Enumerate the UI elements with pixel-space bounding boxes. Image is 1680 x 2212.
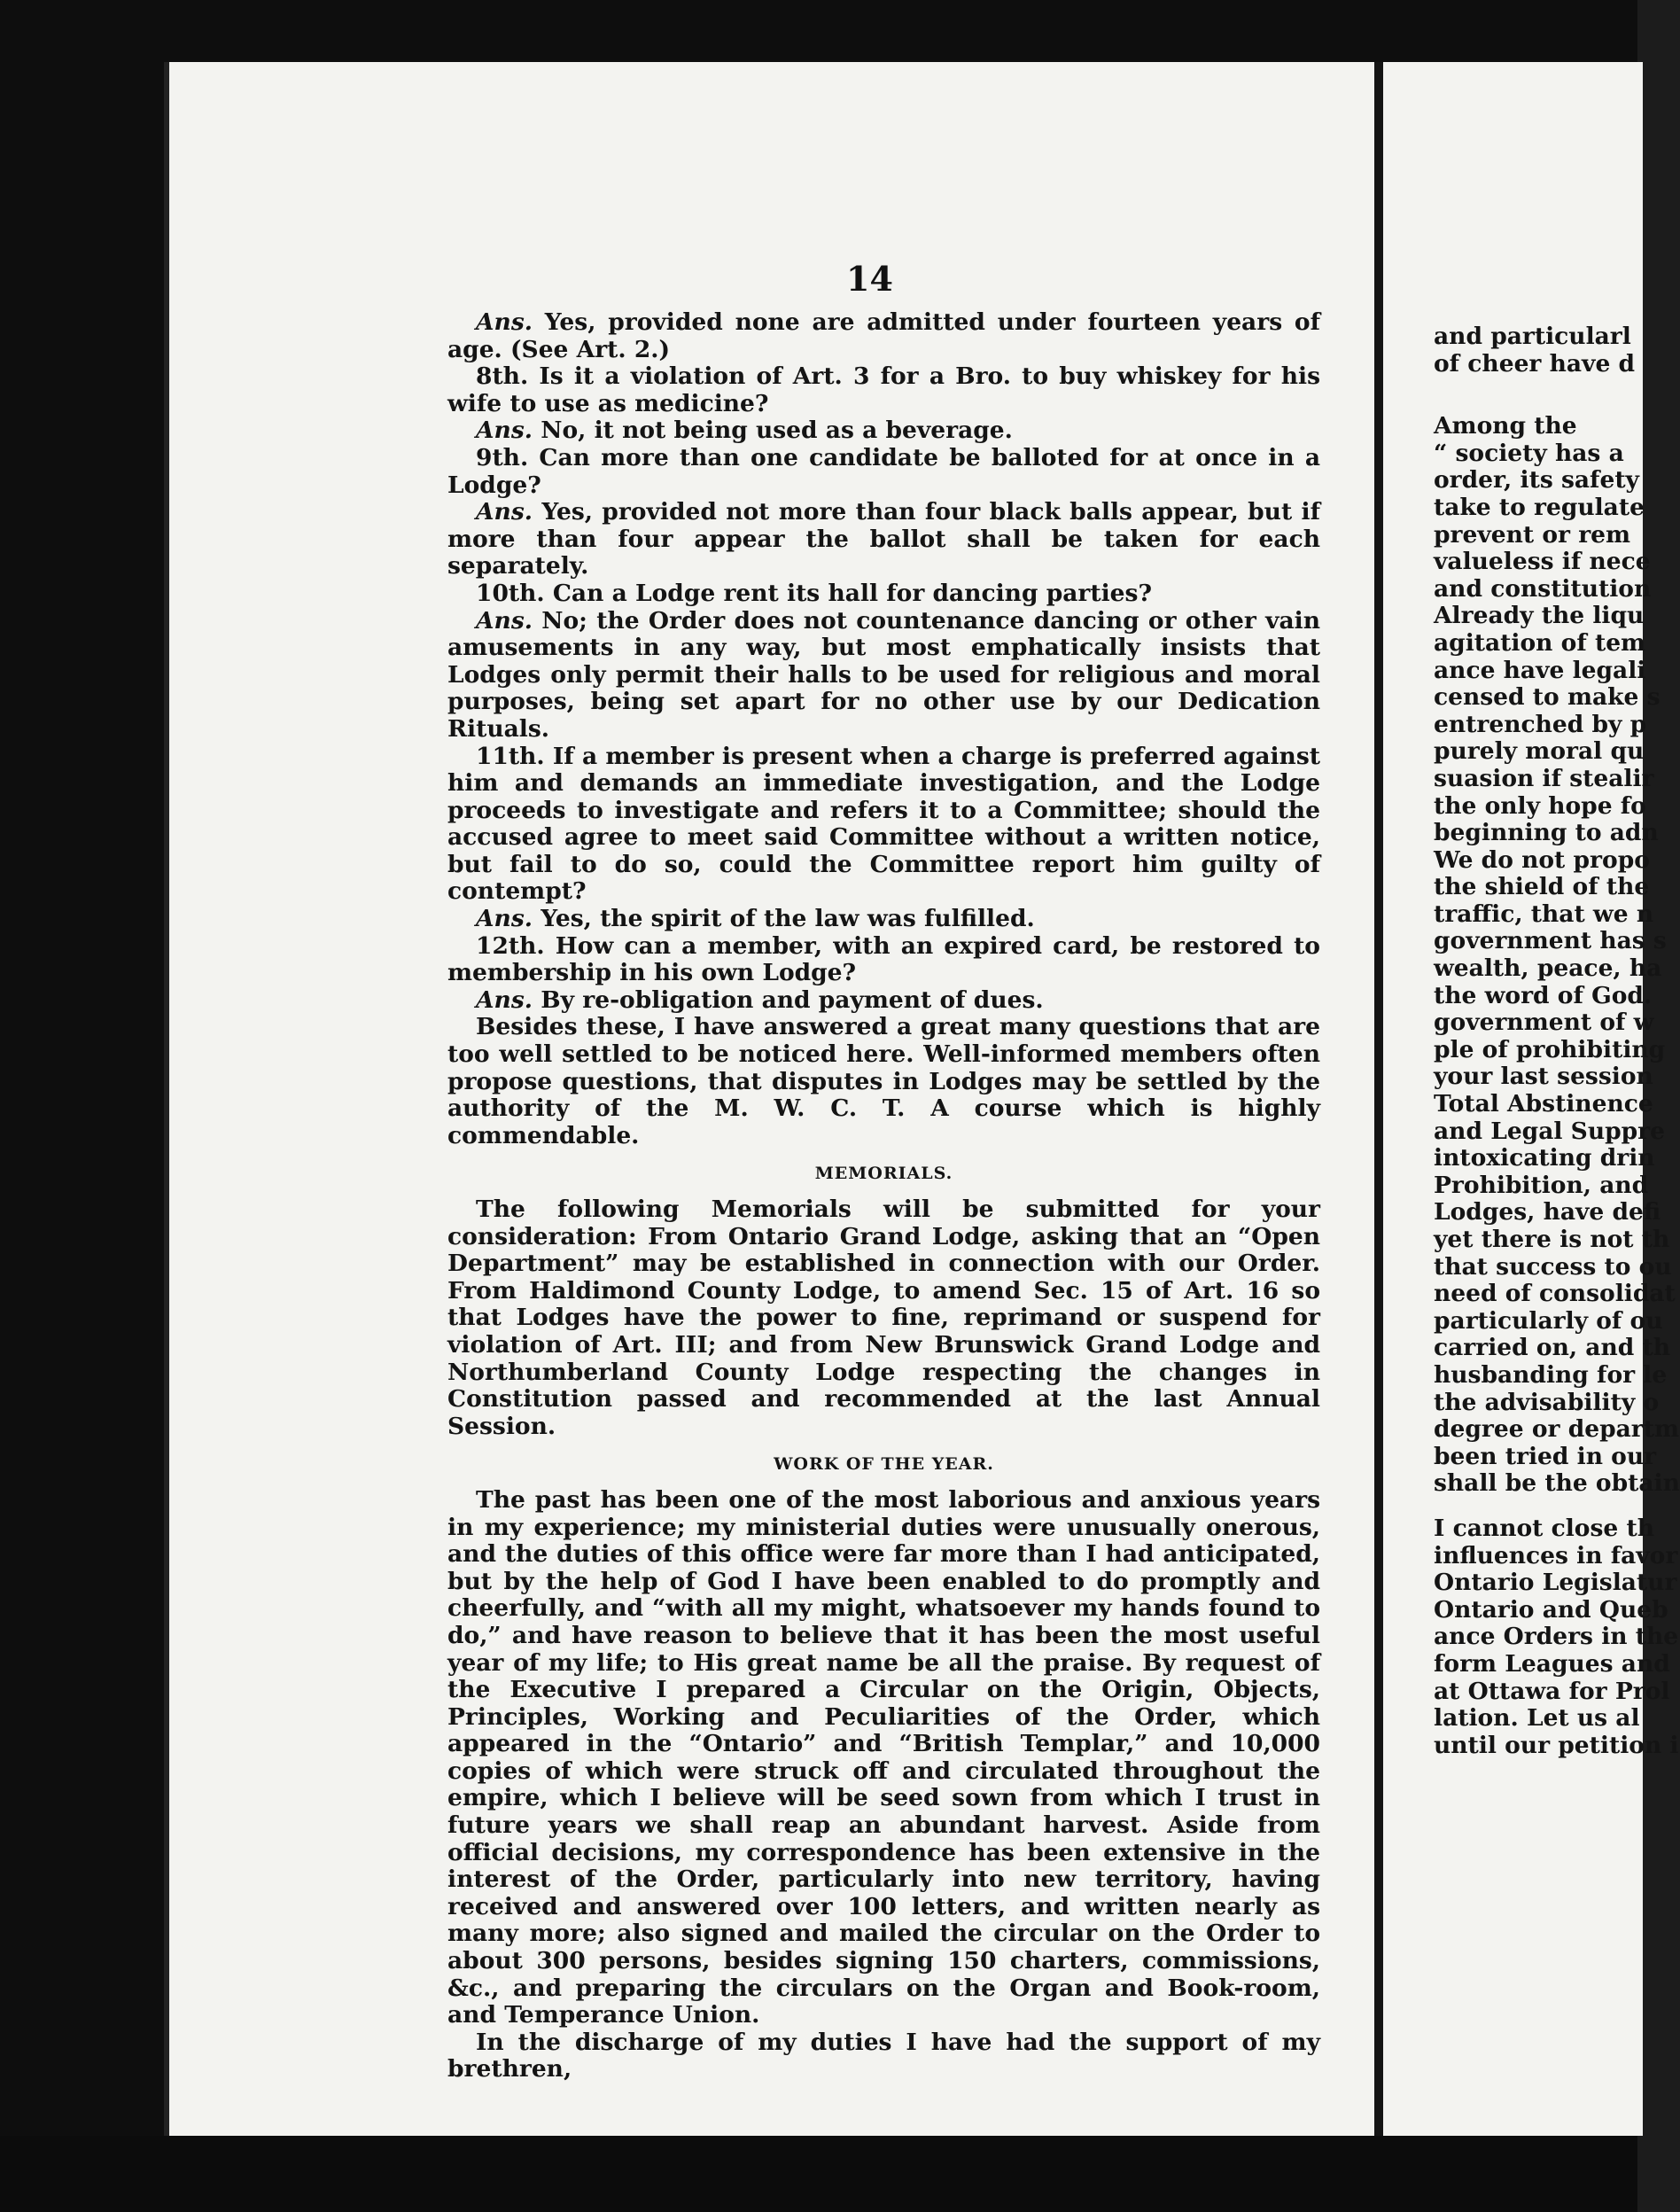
qa-paragraph bbox=[447, 309, 1320, 363]
right-column-line: until our petition i bbox=[1434, 1731, 1679, 1759]
right-column-line: I cannot close th bbox=[1434, 1514, 1654, 1542]
qa-paragraph bbox=[447, 1014, 1320, 1149]
right-column-line: Lodges, have defi bbox=[1434, 1198, 1661, 1227]
qa-paragraph bbox=[447, 906, 1320, 933]
paragraph-text: Yes, provided not more than four black balls appear, but if more than four appear the ballot shall be taken for each separately. bbox=[447, 498, 1321, 580]
right-column-line: that success to ou bbox=[1434, 1252, 1672, 1281]
right-column-line: influences in favor bbox=[1434, 1541, 1678, 1569]
answer-label: Ans. bbox=[476, 498, 533, 526]
scan-top-border bbox=[0, 0, 1637, 62]
qa-paragraphs bbox=[447, 309, 1320, 1149]
right-column-line: particularly of ou bbox=[1434, 1306, 1663, 1335]
right-column-line: valueless if nece bbox=[1434, 548, 1651, 576]
right-column-line: lation. Let us al bbox=[1434, 1704, 1640, 1733]
right-column-line: suasion if stealir bbox=[1434, 764, 1654, 792]
qa-paragraph bbox=[447, 445, 1320, 499]
right-column-line: Total Abstinence bbox=[1434, 1090, 1653, 1118]
right-column-line: and particularl bbox=[1434, 323, 1631, 350]
answer-label: Ans. bbox=[476, 985, 533, 1014]
qa-paragraph bbox=[447, 580, 1320, 608]
main-column bbox=[447, 253, 1320, 2083]
right-column-line: of cheer have d bbox=[1434, 349, 1636, 378]
right-column-line: order, its safety bbox=[1434, 466, 1639, 495]
right-column-line: at Ottawa for Prol bbox=[1434, 1677, 1670, 1705]
work-paragraphs bbox=[447, 1487, 1320, 2083]
right-column-line: need of consolidat bbox=[1434, 1280, 1676, 1308]
right-column-line: and constitution bbox=[1434, 574, 1652, 603]
right-column-line: ple of prohibiting bbox=[1434, 1035, 1666, 1063]
right-column-fragment bbox=[1434, 323, 1680, 1759]
work-heading: WORK OF THE YEAR. bbox=[774, 1454, 994, 1475]
qa-paragraph bbox=[447, 933, 1320, 987]
paragraph-text: Yes, provided none are admitted under fourteen years of age. (See Art. 2.) bbox=[447, 308, 1320, 363]
right-column-line: Among the bbox=[1434, 412, 1577, 440]
right-column-line: wealth, peace, ha bbox=[1434, 954, 1662, 983]
qa-paragraph bbox=[447, 744, 1320, 907]
right-column-line: the word of God. bbox=[1434, 981, 1653, 1009]
scan-left-border bbox=[0, 0, 164, 2212]
right-column-line: ance Orders in the bbox=[1434, 1623, 1679, 1651]
right-column-line: “ society has a bbox=[1434, 439, 1624, 467]
answer-label: Ans. bbox=[476, 606, 533, 635]
right-column-line: Prohibition, and bbox=[1434, 1171, 1649, 1199]
work-paragraph: In the discharge of my duties I have had the support of my brethren, bbox=[447, 2028, 1320, 2083]
memorials-heading: MEMORIALS. bbox=[814, 1164, 953, 1184]
paragraph-text: 8th. Is it a violation of Art. 3 for a Bro. to buy whiskey for his wife to use as medicine? bbox=[447, 362, 1320, 417]
right-column-line: shall be the obtain bbox=[1434, 1469, 1680, 1498]
right-column-line: the only hope fo bbox=[1434, 791, 1646, 820]
right-column-line: ance have legali bbox=[1434, 656, 1646, 684]
right-column-line: been tried in our bbox=[1434, 1442, 1657, 1470]
paragraph-text: 9th. Can more than one candidate be balloted for at once in a Lodge? bbox=[447, 443, 1320, 499]
answer-label: Ans. bbox=[476, 417, 533, 445]
paragraph-text: No; the Order does not countenance dancing or other vain amusements in any way, but most emphatically insists that Lodges only permit their halls to be used for religious and moral purposes, being set apart for no other use by our Dedication Rituals. bbox=[447, 606, 1320, 743]
right-column-line: husbanding for le bbox=[1434, 1360, 1668, 1389]
right-column-line: purely moral qu bbox=[1434, 737, 1645, 766]
right-column-line: degree or departm bbox=[1434, 1415, 1680, 1444]
paragraph-text: 12th. How can a member, with an expired card, be restored to membership in his own Lodge? bbox=[447, 931, 1320, 987]
right-column-line: Ontario Legislatur bbox=[1434, 1569, 1677, 1597]
right-column-line: government has s bbox=[1434, 927, 1667, 955]
right-column-line: prevent or rem bbox=[1434, 520, 1631, 549]
qa-paragraph bbox=[447, 987, 1320, 1015]
paragraph-text: By re-obligation and payment of dues. bbox=[541, 985, 1044, 1014]
paragraph-text: Besides these, I have answered a great many questions that are too well settled to be noticed here. Well-informed members often propose questions, that disputes in Lodges may be settled by the authority of the M. W. C. T. A course which is highly commendable. bbox=[447, 1013, 1320, 1149]
right-column-line: We do not propo bbox=[1434, 845, 1650, 874]
paragraph-text: 11th. If a member is present when a charge is preferred against him and demands an immediate investigation, and the Lodge proceeds to investigate and refers it to a Committee; should the accused agree to meet said Committee without a written notice, but fail to do so, could the Committee report him guilty of contempt? bbox=[447, 742, 1320, 906]
right-column-line: form Leagues and bbox=[1434, 1649, 1670, 1678]
right-column-line: the advisability o bbox=[1434, 1388, 1660, 1416]
right-column-line: government of w bbox=[1434, 1009, 1654, 1037]
memorials-paragraph: The following Memorials will be submitted for your consideration: From Ontario Grand Lodge, asking that an “Open Department” may be established in connection with our Order. From Haldimond County Lodge, to amend Sec. 15 of Art. 16 so that Lodges have the power to fine, reprimand or suspend for violation of Art. III; and from New Brunswick Grand Lodge and Northumberland County Lodge respecting the changes in Constitution passed and recommended at the last Annual Session. bbox=[447, 1196, 1320, 1440]
qa-paragraph bbox=[447, 363, 1320, 417]
answer-label: Ans. bbox=[476, 308, 533, 336]
right-column-line: the shield of the bbox=[1434, 873, 1650, 901]
qa-paragraph bbox=[447, 417, 1320, 445]
right-column-line: yet there is not th bbox=[1434, 1226, 1670, 1253]
right-column-line: and Legal Suppre bbox=[1434, 1117, 1665, 1145]
right-column-line: Ontario and Queb bbox=[1434, 1595, 1668, 1624]
page-number: 14 bbox=[846, 259, 893, 299]
right-column-line: intoxicating drin bbox=[1434, 1144, 1655, 1172]
right-column-line: Already the liqu bbox=[1434, 602, 1645, 630]
paragraph-text: 10th. Can a Lodge rent its hall for dancing parties? bbox=[476, 579, 1152, 607]
answer-label: Ans. bbox=[476, 905, 533, 933]
right-column-line: entrenched by p bbox=[1434, 710, 1647, 738]
right-column-line: take to regulate bbox=[1434, 493, 1645, 521]
right-column-line: your last session bbox=[1434, 1063, 1653, 1091]
qa-paragraph bbox=[447, 499, 1320, 580]
paragraph-text: Yes, the spirit of the law was fulfilled. bbox=[541, 905, 1035, 933]
right-column-line: censed to make s bbox=[1434, 683, 1661, 712]
work-paragraph: The past has been one of the most laborious and anxious years in my experience; my ministerial duties were unusually onerous, and the duties of this office were far more than I had anticipated, but by the help of God I have been enabled to do promptly and cheerfully, and “with all my might, whatsoever my hands found to do,” and have reason to believe that it has been the most useful year of my life; to His great name be all the praise. By request of the Executive I prepared a Circular on the Origin, Objects, Principles, Working and Peculiarities of the Order, which appeared in the “Ontario” and “British Templar,” and 10,000 copies of which were struck off and circulated throughout the empire, which I believe will be seed sown from which I trust in future years we shall reap an abundant harvest. Aside from official decisions, my correspondence has been extensive in the interest of the Order, particularly into new territory, having received and answered over 100 letters, and written nearly as many more; also signed and mailed the circular on the Order to about 300 persons, besides signing 150 charters, commissions, &c., and preparing the circulars on the Organ and Book-room, and Temperance Union. bbox=[447, 1485, 1320, 2029]
scan-bottom-border bbox=[0, 2136, 1637, 2212]
paragraph-text: No, it not being used as a beverage. bbox=[541, 417, 1013, 445]
right-column-line: carried on, and th bbox=[1434, 1334, 1671, 1362]
right-column-line: traffic, that we n bbox=[1434, 900, 1654, 928]
right-column-line: agitation of tem bbox=[1434, 628, 1646, 657]
column-divider bbox=[1374, 62, 1383, 2136]
qa-paragraph bbox=[447, 608, 1320, 744]
right-column-line: beginning to adn bbox=[1434, 819, 1659, 847]
